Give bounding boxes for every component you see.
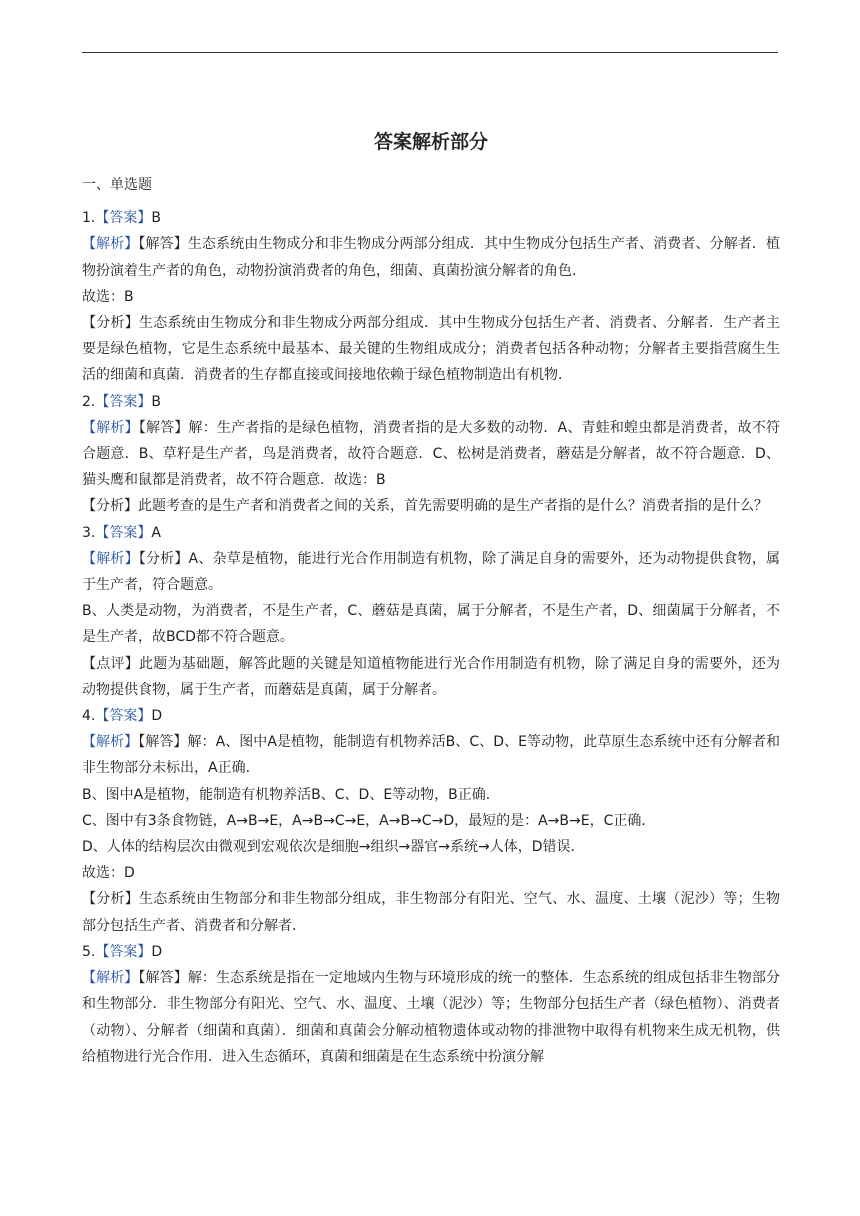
question-number: 3. (82, 524, 96, 541)
question-number: 2. (82, 393, 96, 410)
paragraph: 【分析】此题考查的是生产者和消费者之间的关系，首先需要明确的是生产者指的是什么？消费者指的是什么？ (82, 498, 768, 515)
answer-line (82, 703, 780, 729)
paragraph-text: 【解答】解：生态系统是指在一定地域内生物与环境形成的统一的整体．生态系统的组成包括非生物部分和生物部分．非生物部分有阳光、空气、水、温度、土壤（泥沙）等；生物部分包括生产者（绿色植物）、消费者（动物）、分解者（细菌和真菌）．细菌和真菌会分解动植物遗体或动物的排泄物中取得有机物来生成无机物，供给植物进行光合作用．进入生态循环，真菌和细菌是在生态系统中扮演分解 (82, 970, 781, 1065)
answer-value: D (151, 943, 163, 960)
page-title: 答案解析部分 (373, 131, 488, 153)
paragraph-text: 【解答】解：生产者指的是绿色植物，消费者指的是大多数的动物．A、青蛙和蝗虫都是消费者，故不符合题意．B、草籽是生产者，鸟是消费者，故符合题意．C、松树是消费者，蘑菇是分解者，故不符合题意．D、猫头鹰和鼠都是消费者，故不符合题意．故选：B (82, 419, 781, 489)
question-number: 1. (82, 210, 96, 227)
analysis-paragraph (82, 415, 780, 494)
header-rule (82, 52, 778, 53)
analysis-label: 【解析】 (82, 550, 139, 567)
analysis-label: 【解析】 (82, 236, 139, 253)
answer-label: 【答案】 (95, 524, 152, 541)
paragraph: B、人类是动物，为消费者，不是生产者，C、蘑菇是真菌，属于分解者，不是生产者，D、细菌属于分解者，不是生产者，故BCD都不符合题意。 (82, 603, 780, 646)
analysis-paragraph (82, 231, 780, 283)
paragraph-text: 【解答】生态系统由生物成分和非生物成分两部分组成．其中生物成分包括生产者、消费者、分解者．植物扮演着生产者的角色，动物扮演消费者的角色，细菌、真菌扮演分解者的角色． (82, 236, 781, 279)
question-block (82, 389, 780, 520)
question-block (82, 520, 780, 703)
document-body (82, 128, 780, 1070)
answer-line (82, 520, 780, 546)
paragraph: 【分析】生态系统由生物成分和非生物成分两部分组成．其中生物成分包括生产者、消费者、分解者．生产者主要是绿色植物，它是生态系统中最基本、最关键的生物组成成分；消费者包括各种动物；分解者主要指营腐生生活的细菌和真菌．消费者的生存都直接或间接地依赖于绿色植物制造出有机物． (82, 315, 780, 384)
paragraph: 【分析】生态系统由生物部分和非生物部分组成，非生物部分有阳光、空气、水、温度、土壤（泥沙）等；生物部分包括生产者、消费者和分解者． (82, 891, 780, 934)
analysis-label: 【解析】 (82, 419, 139, 436)
answer-value: A (151, 524, 161, 541)
paragraph: 【点评】此题为基础题，解答此题的关键是知道植物能进行光合作用制造有机物，除了满足自身的需要外，还为动物提供食物，属于生产者，而蘑菇是真菌，属于分解者。 (82, 655, 780, 698)
question-number: 4. (82, 708, 96, 725)
answer-label: 【答案】 (95, 708, 152, 725)
answer-line (82, 389, 780, 415)
question-block (82, 205, 780, 388)
answer-value: D (151, 708, 163, 725)
paragraph: B、图中A是植物，能制造有机物养活B、C、D、E等动物，B正确． (82, 786, 500, 803)
answer-label: 【答案】 (95, 943, 152, 960)
paragraph: 故选：B (82, 288, 134, 305)
paragraph: D、人体的结构层次由微观到宏观依次是细胞→组织→器官→系统→人体，D错误． (82, 839, 585, 856)
question-block (82, 939, 780, 1070)
question-block (82, 703, 780, 939)
paragraph: 故选：D (82, 865, 135, 882)
paragraph-text: 【解答】解：A、图中A是植物，能制造有机物养活B、C、D、E等动物，此草原生态系统中还有分解者和非生物部分未标出，A正确． (82, 734, 780, 777)
analysis-label: 【解析】 (82, 734, 139, 751)
paragraph: C、图中有3条食物链，A→B→E，A→B→C→E，A→B→C→D，最短的是：A→B→E，C正确． (82, 812, 656, 829)
question-number: 5. (82, 943, 96, 960)
analysis-label: 【解析】 (82, 970, 139, 987)
answer-line (82, 939, 780, 965)
answer-label: 【答案】 (95, 393, 152, 410)
answer-line (82, 205, 780, 231)
paragraph-text: 【分析】A、杂草是植物，能进行光合作用制造有机物，除了满足自身的需要外，还为动物提供食物，属于生产者，符合题意。 (82, 550, 781, 594)
analysis-paragraph (82, 546, 780, 598)
section-heading: 一、单选题 (82, 177, 152, 193)
answer-label: 【答案】 (95, 210, 152, 227)
analysis-paragraph (82, 965, 780, 1070)
analysis-paragraph (82, 729, 780, 781)
answer-value: B (151, 210, 161, 227)
answer-value: B (151, 393, 161, 410)
